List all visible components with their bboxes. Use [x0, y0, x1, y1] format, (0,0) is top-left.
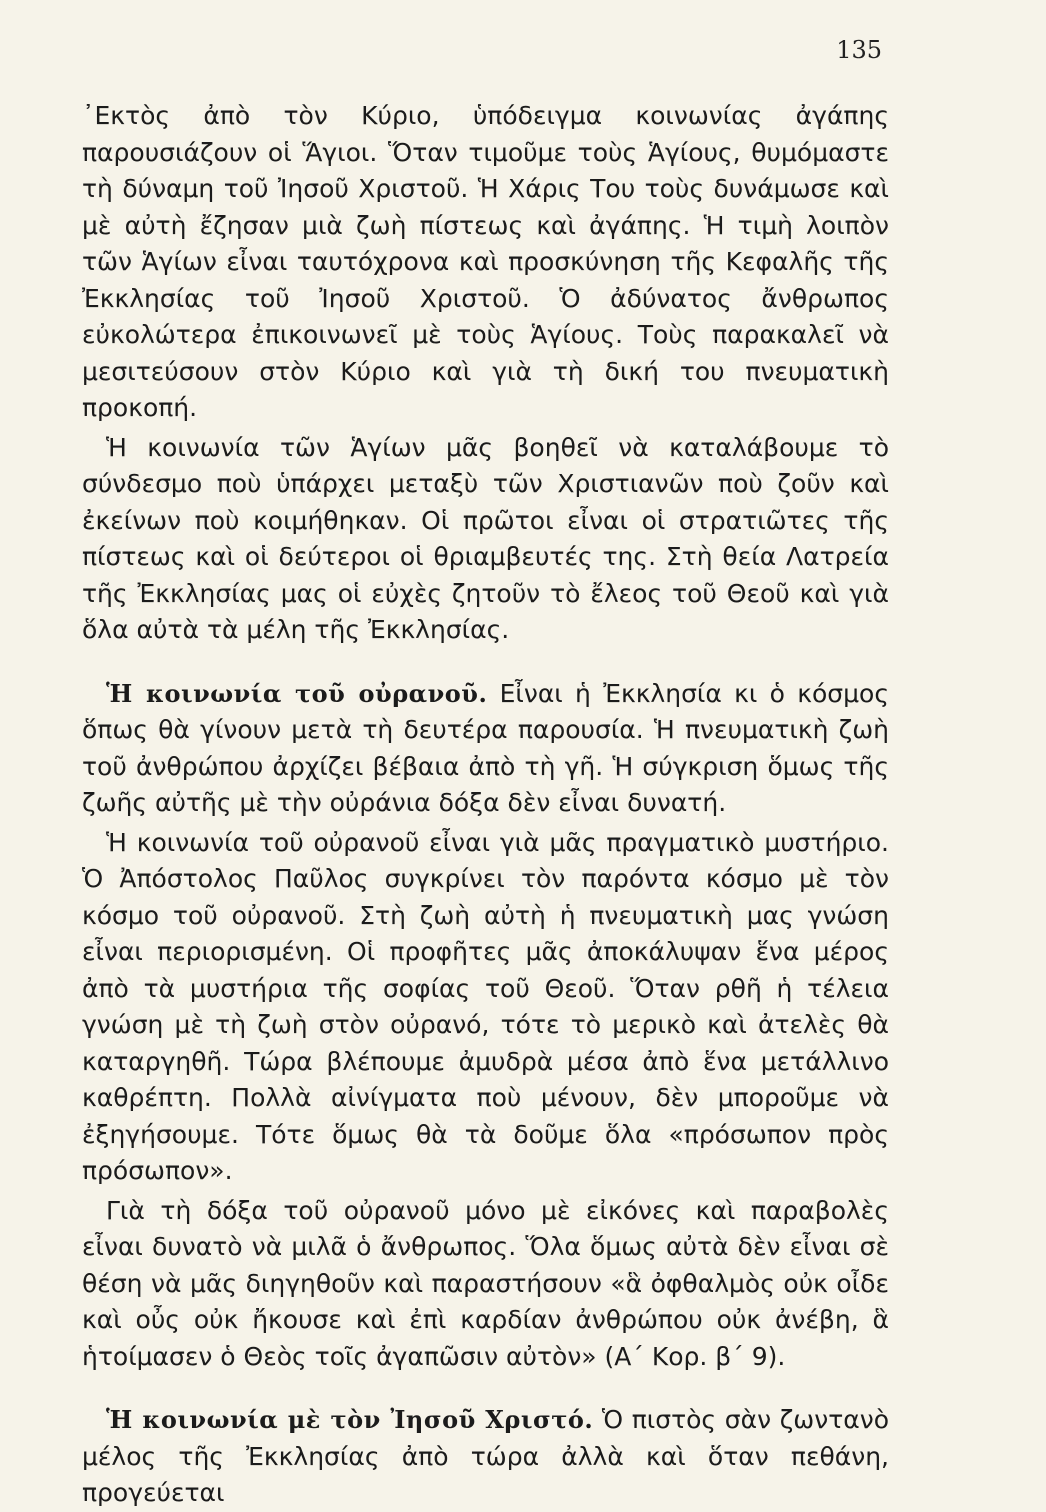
- page-body: [82, 98, 889, 1512]
- section-heading-christ: Ἡ κοινωνία μὲ τὸν Ἰησοῦ Χριστό.: [106, 1405, 594, 1434]
- paragraph-christ-text: Ὁ πιστὸς σὰν ζωντανὸ μέλος τῆς Ἐκκλησίας ἀπὸ τώρα ἀλλὰ καὶ ὅταν πεθάνη, προγεύεται: [82, 1405, 889, 1507]
- page-number: 135: [836, 36, 882, 64]
- paragraph-heaven-glory: Γιὰ τὴ δόξα τοῦ οὐρανοῦ μόνο μὲ εἰκόνες καὶ παραβολὲς εἶναι δυνατὸ νὰ μιλᾶ ὁ ἄνθρωπος. Ὅλα ὅμως αὐτὰ δὲν εἶναι σὲ θέση νὰ μᾶς διηγηθοῦν καὶ παραστήσουν «ἃ ὀφθαλμὸς οὐκ οἶδε καὶ οὖς οὐκ ἤκουσε καὶ ἐπὶ καρδίαν ἀνθρώπου οὐκ ἀνέβη, ἃ ἡτοίμασεν ὁ Θεὸς τοῖς ἀγαπῶσιν αὐτὸν» (Α΄ Κορ. β΄ 9).: [82, 1195, 889, 1371]
- paragraph-heaven-text: Εἶναι ἡ Ἐκκλησία κι ὁ κόσμος ὅπως θὰ γίνουν μετὰ τὴ δευτέρα παρουσία. Ἡ πνευματικὴ ζωὴ τοῦ ἀνθρώπου ἀρχίζει βέβαια ἀπὸ τὴ γῆ. Ἡ σύγκριση ὅμως τῆς ζωῆς αὐτῆς μὲ τὴν οὐράνια δόξα δὲν εἶναι δυνατή.: [82, 678, 889, 817]
- paragraph-saints-example: ᾿Εκτὸς ἀπὸ τὸν Κύριο, ὑπόδειγμα κοινωνίας ἀγάπης παρουσιάζουν οἱ Ἅγιοι. Ὅταν τιμοῦμε τοὺς Ἁγίους, θυμόμαστε τὴ δύναμη τοῦ Ἰησοῦ Χριστοῦ. Ἡ Χάρις Του τοὺς δυνάμωσε καὶ μὲ αὐτὴ ἔζησαν μιὰ ζωὴ πίστεως καὶ ἀγάπης. Ἡ τιμὴ λοιπὸν τῶν Ἁγίων εἶναι ταυτόχρονα καὶ προσκύνηση τῆς Κεφαλῆς τῆς Ἐκκλησίας τοῦ Ἰησοῦ Χριστοῦ. Ὁ ἀδύνατος ἄνθρωπος εὐκολώτερα ἐπικοινωνεῖ μὲ τοὺς Ἁγίους. Τοὺς παρακαλεῖ νὰ μεσιτεύσουν στὸν Κύριο καὶ γιὰ τὴ δική του πνευματικὴ προκοπή.: [82, 101, 889, 422]
- paragraph-communion-of-saints: Ἡ κοινωνία τῶν Ἁγίων μᾶς βοηθεῖ νὰ καταλάβουμε τὸ σύνδεσμο ποὺ ὑπάρχει μεταξὺ τῶν Χριστιανῶν ποὺ ζοῦν καὶ ἐκείνων ποὺ κοιμήθηκαν. Οἱ πρῶτοι εἶναι οἱ στρατιῶτες τῆς πίστεως καὶ οἱ δεύτεροι οἱ θριαμβευτές της. Στὴ θεία Λατρεία τῆς Ἐκκλησίας μας οἱ εὐχὲς ζητοῦν τὸ ἔλεος τοῦ Θεοῦ καὶ γιὰ ὅλα αὐτὰ τὰ μέλη τῆς Ἐκκλησίας.: [82, 432, 889, 644]
- paragraph-christ-communion: [82, 1402, 889, 1512]
- paragraph-heaven-mystery: Ἡ κοινωνία τοῦ οὐρανοῦ εἶναι γιὰ μᾶς πραγματικὸ μυστήριο. Ὁ Ἀπόστολος Παῦλος συγκρίνει τὸν παρόντα κόσμο μὲ τὸν κόσμο τοῦ οὐρανοῦ. Στὴ ζωὴ αὐτὴ ἡ πνευματικὴ μας γνώση εἶναι περιορισμένη. Οἱ προφῆτες μᾶς ἀποκάλυψαν ἕνα μέρος ἀπὸ τὰ μυστήρια τῆς σοφίας τοῦ Θεοῦ. Ὅταν ρθῆ ἡ τέλεια γνώση μὲ τὴ ζωὴ στὸν οὐρανό, τότε τὸ μερικὸ καὶ ἀτελὲς θὰ καταργηθῆ. Τώρα βλέπουμε ἀμυδρὰ μέσα ἀπὸ ἕνα μετάλλινο καθρέπτη. Πολλὰ αἰνίγματα ποὺ μένουν, δὲν μποροῦμε νὰ ἐξηγήσουμε. Τότε ὅμως θὰ τὰ δοῦμε ὅλα «πρόσωπον πρὸς πρόσωπον».: [82, 827, 889, 1185]
- section-heading-heaven: Ἡ κοινωνία τοῦ οὐρανοῦ.: [106, 678, 488, 708]
- paragraph-heaven-communion: [82, 676, 889, 822]
